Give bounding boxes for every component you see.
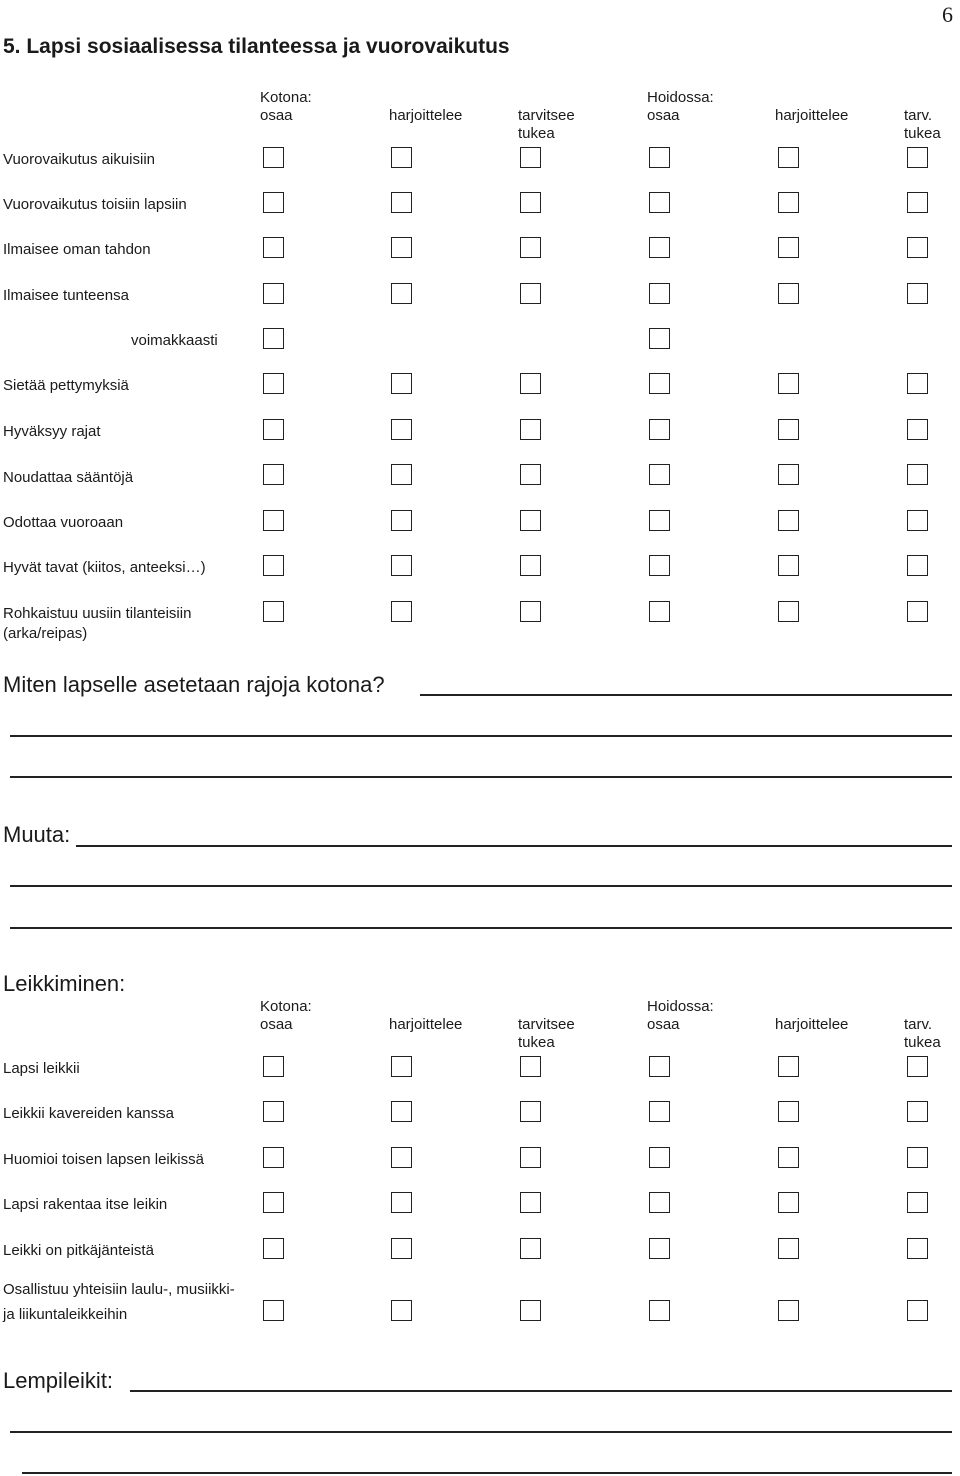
checkbox-hyvat-tavat-daycare-osaa[interactable]: [649, 555, 670, 576]
checkbox-ilmaisee-tahdon-home-harjoittelee[interactable]: [391, 237, 412, 258]
checkbox-rohkaistuu-daycare-tarv-tukea[interactable]: [907, 601, 928, 622]
checkbox-ilmaisee-tunteensa-home-tarvitsee-tukea[interactable]: [520, 283, 541, 304]
header-daycare-tarv: tarv.: [904, 107, 933, 124]
checkbox-hyvaksyy-rajat-home-osaa[interactable]: [263, 419, 284, 440]
checkbox-pitkajanteista-daycare-osaa[interactable]: [649, 1238, 670, 1259]
checkbox-vuorovaikutus-aikuisiin-daycare-osaa[interactable]: [649, 147, 670, 168]
checkbox-hyvaksyy-rajat-home-tarvitsee-tukea[interactable]: [520, 419, 541, 440]
row-label-osallistuu-line2: ja liikuntaleikkeihin: [3, 1306, 128, 1323]
checkbox-osallistuu-home-osaa[interactable]: [263, 1300, 284, 1321]
answer-favorite-games-line-3[interactable]: [22, 1472, 952, 1474]
checkbox-osallistuu-home-harjoittelee[interactable]: [391, 1300, 412, 1321]
header-daycare-tarv: tarv.: [904, 1016, 933, 1033]
checkbox-odottaa-vuoroaan-daycare-harjoittelee[interactable]: [778, 510, 799, 531]
checkbox-pitkajanteista-daycare-harjoittelee[interactable]: [778, 1238, 799, 1259]
checkbox-huomioi-toisen-home-osaa[interactable]: [263, 1147, 284, 1168]
header-daycare-osaa: osaa: [647, 107, 680, 124]
checkbox-vuorovaikutus-aikuisiin-home-harjoittelee[interactable]: [391, 147, 412, 168]
row-label-hyvat-tavat: Hyvät tavat (kiitos, anteeksi…): [3, 559, 206, 576]
checkbox-lapsi-leikkii-daycare-tarv-tukea[interactable]: [907, 1056, 928, 1077]
checkbox-odottaa-vuoroaan-home-osaa[interactable]: [263, 510, 284, 531]
checkbox-hyvat-tavat-home-harjoittelee[interactable]: [391, 555, 412, 576]
checkbox-hyvat-tavat-daycare-harjoittelee[interactable]: [778, 555, 799, 576]
header-home-harjoittelee: harjoittelee: [389, 1016, 463, 1033]
checkbox-vuorovaikutus-lapsiin-daycare-tarv-tukea[interactable]: [907, 192, 928, 213]
checkbox-vuorovaikutus-aikuisiin-home-tarvitsee-tukea[interactable]: [520, 147, 541, 168]
checkbox-hyvaksyy-rajat-home-harjoittelee[interactable]: [391, 419, 412, 440]
checkbox-sietaa-pettymyksia-home-osaa[interactable]: [263, 373, 284, 394]
row-label-vuorovaikutus-lapsiin: Vuorovaikutus toisiin lapsiin: [3, 196, 187, 213]
checkbox-vuorovaikutus-lapsiin-home-osaa[interactable]: [263, 192, 284, 213]
checkbox-odottaa-vuoroaan-daycare-osaa[interactable]: [649, 510, 670, 531]
checkbox-osallistuu-home-tarvitsee-tukea[interactable]: [520, 1300, 541, 1321]
checkbox-lapsi-leikkii-daycare-harjoittelee[interactable]: [778, 1056, 799, 1077]
checkbox-noudattaa-saantoja-home-tarvitsee-tukea[interactable]: [520, 464, 541, 485]
checkbox-noudattaa-saantoja-daycare-harjoittelee[interactable]: [778, 464, 799, 485]
checkbox-huomioi-toisen-daycare-harjoittelee[interactable]: [778, 1147, 799, 1168]
row-label-voimakkaasti: voimakkaasti: [131, 332, 218, 349]
row-label-lapsi-leikkii: Lapsi leikkii: [3, 1060, 80, 1077]
header-home-tukea: tukea: [518, 1034, 555, 1051]
checkbox-sietaa-pettymyksia-daycare-harjoittelee[interactable]: [778, 373, 799, 394]
header-home-harjoittelee: harjoittelee: [389, 107, 463, 124]
header-home-tarvitsee: tarvitsee: [518, 107, 575, 124]
checkbox-hyvaksyy-rajat-daycare-harjoittelee[interactable]: [778, 419, 799, 440]
answer-other-line-3[interactable]: [10, 927, 952, 929]
checkbox-hyvat-tavat-home-osaa[interactable]: [263, 555, 284, 576]
row-label-noudattaa-saantoja: Noudattaa sääntöjä: [3, 469, 134, 486]
page-number: 6: [942, 2, 953, 27]
answer-favorite-games-line-2[interactable]: [10, 1431, 952, 1433]
checkbox-vuorovaikutus-lapsiin-home-tarvitsee-tukea[interactable]: [520, 192, 541, 213]
checkbox-ilmaisee-tunteensa-daycare-harjoittelee[interactable]: [778, 283, 799, 304]
checkbox-vuorovaikutus-aikuisiin-daycare-tarv-tukea[interactable]: [907, 147, 928, 168]
checkbox-sietaa-pettymyksia-home-harjoittelee[interactable]: [391, 373, 412, 394]
checkbox-lapsi-leikkii-home-osaa[interactable]: [263, 1056, 284, 1077]
checkbox-rakentaa-leikin-home-tarvitsee-tukea[interactable]: [520, 1192, 541, 1213]
row-label-ilmaisee-tunteensa: Ilmaisee tunteensa: [3, 287, 129, 304]
answer-other-line-1[interactable]: [76, 845, 952, 847]
checkbox-pitkajanteista-home-osaa[interactable]: [263, 1238, 284, 1259]
checkbox-huomioi-toisen-daycare-tarv-tukea[interactable]: [907, 1147, 928, 1168]
checkbox-leikkii-kavereiden-home-harjoittelee[interactable]: [391, 1101, 412, 1122]
checkbox-ilmaisee-tahdon-daycare-tarv-tukea[interactable]: [907, 237, 928, 258]
checkbox-noudattaa-saantoja-daycare-tarv-tukea[interactable]: [907, 464, 928, 485]
header-daycare-osaa: osaa: [647, 1016, 680, 1033]
answer-limits-line-1[interactable]: [420, 694, 952, 696]
checkbox-ilmaisee-tahdon-home-osaa[interactable]: [263, 237, 284, 258]
daycare-group-header: Hoidossa:: [647, 89, 714, 106]
daycare-group-header: Hoidossa:: [647, 998, 714, 1015]
checkbox-osallistuu-daycare-harjoittelee[interactable]: [778, 1300, 799, 1321]
checkbox-lapsi-leikkii-daycare-osaa[interactable]: [649, 1056, 670, 1077]
row-label-rohkaistuu: Rohkaistuu uusiin tilanteisiin: [3, 605, 192, 622]
checkbox-hyvaksyy-rajat-daycare-tarv-tukea[interactable]: [907, 419, 928, 440]
header-home-osaa: osaa: [260, 1016, 293, 1033]
checkbox-sietaa-pettymyksia-home-tarvitsee-tukea[interactable]: [520, 373, 541, 394]
row-label-huomioi-toisen: Huomioi toisen lapsen leikissä: [3, 1151, 204, 1168]
checkbox-osallistuu-daycare-tarv-tukea[interactable]: [907, 1300, 928, 1321]
checkbox-voimakkaasti-daycare-osaa[interactable]: [649, 328, 670, 349]
play-section-title: Leikkiminen:: [3, 971, 126, 996]
checkbox-odottaa-vuoroaan-daycare-tarv-tukea[interactable]: [907, 510, 928, 531]
header-home-tarvitsee: tarvitsee: [518, 1016, 575, 1033]
checkbox-leikkii-kavereiden-home-tarvitsee-tukea[interactable]: [520, 1101, 541, 1122]
checkbox-rohkaistuu-home-harjoittelee[interactable]: [391, 601, 412, 622]
question-other-label: Muuta:: [3, 822, 71, 847]
checkbox-rakentaa-leikin-daycare-tarv-tukea[interactable]: [907, 1192, 928, 1213]
checkbox-pitkajanteista-daycare-tarv-tukea[interactable]: [907, 1238, 928, 1259]
checkbox-osallistuu-daycare-osaa[interactable]: [649, 1300, 670, 1321]
answer-other-line-2[interactable]: [10, 885, 952, 887]
header-daycare-harjoittelee: harjoittelee: [775, 1016, 849, 1033]
checkbox-ilmaisee-tahdon-home-tarvitsee-tukea[interactable]: [520, 237, 541, 258]
checkbox-hyvat-tavat-daycare-tarv-tukea[interactable]: [907, 555, 928, 576]
row-label-hyvaksyy-rajat: Hyväksyy rajat: [3, 423, 101, 440]
checkbox-vuorovaikutus-lapsiin-daycare-harjoittelee[interactable]: [778, 192, 799, 213]
home-group-header: Kotona:: [260, 998, 312, 1015]
checkbox-odottaa-vuoroaan-home-harjoittelee[interactable]: [391, 510, 412, 531]
checkbox-sietaa-pettymyksia-daycare-osaa[interactable]: [649, 373, 670, 394]
checkbox-lapsi-leikkii-home-tarvitsee-tukea[interactable]: [520, 1056, 541, 1077]
checkbox-rohkaistuu-home-tarvitsee-tukea[interactable]: [520, 601, 541, 622]
header-daycare-harjoittelee: harjoittelee: [775, 107, 849, 124]
checkbox-noudattaa-saantoja-daycare-osaa[interactable]: [649, 464, 670, 485]
checkbox-noudattaa-saantoja-home-harjoittelee[interactable]: [391, 464, 412, 485]
checkbox-hyvat-tavat-home-tarvitsee-tukea[interactable]: [520, 555, 541, 576]
row-label-rakentaa-leikin: Lapsi rakentaa itse leikin: [3, 1196, 168, 1213]
checkbox-rohkaistuu-daycare-harjoittelee[interactable]: [778, 601, 799, 622]
header-daycare-tukea: tukea: [904, 125, 941, 142]
checkbox-vuorovaikutus-aikuisiin-home-osaa[interactable]: [263, 147, 284, 168]
header-home-osaa: osaa: [260, 107, 293, 124]
row-label-ilmaisee-tahdon: Ilmaisee oman tahdon: [3, 241, 151, 258]
checkbox-sietaa-pettymyksia-daycare-tarv-tukea[interactable]: [907, 373, 928, 394]
checkbox-leikkii-kavereiden-daycare-harjoittelee[interactable]: [778, 1101, 799, 1122]
question-limits-label: Miten lapselle asetetaan rajoja kotona?: [3, 672, 385, 697]
checkbox-huomioi-toisen-home-tarvitsee-tukea[interactable]: [520, 1147, 541, 1168]
row-label-osallistuu-line1: Osallistuu yhteisiin laulu-, musiikki-: [3, 1281, 235, 1298]
row-label-vuorovaikutus-aikuisiin: Vuorovaikutus aikuisiin: [3, 151, 156, 168]
row-label-pitkajanteista: Leikki on pitkäjänteistä: [3, 1242, 154, 1259]
checkbox-voimakkaasti-home-osaa[interactable]: [263, 328, 284, 349]
home-group-header: Kotona:: [260, 89, 312, 106]
checkbox-leikkii-kavereiden-daycare-osaa[interactable]: [649, 1101, 670, 1122]
row-label-arka-reipas: (arka/reipas): [3, 625, 88, 642]
row-label-odottaa-vuoroaan: Odottaa vuoroaan: [3, 514, 124, 531]
checkbox-vuorovaikutus-aikuisiin-daycare-harjoittelee[interactable]: [778, 147, 799, 168]
checkbox-huomioi-toisen-home-harjoittelee[interactable]: [391, 1147, 412, 1168]
header-daycare-tukea: tukea: [904, 1034, 941, 1051]
checkbox-huomioi-toisen-daycare-osaa[interactable]: [649, 1147, 670, 1168]
header-home-tukea: tukea: [518, 125, 555, 142]
checkbox-odottaa-vuoroaan-home-tarvitsee-tukea[interactable]: [520, 510, 541, 531]
checkbox-rakentaa-leikin-home-harjoittelee[interactable]: [391, 1192, 412, 1213]
row-label-sietaa-pettymyksia: Sietää pettymyksiä: [3, 377, 129, 394]
checkbox-vuorovaikutus-lapsiin-home-harjoittelee[interactable]: [391, 192, 412, 213]
checkbox-lapsi-leikkii-home-harjoittelee[interactable]: [391, 1056, 412, 1077]
checkbox-ilmaisee-tunteensa-daycare-osaa[interactable]: [649, 283, 670, 304]
checkbox-vuorovaikutus-lapsiin-daycare-osaa[interactable]: [649, 192, 670, 213]
checkbox-rakentaa-leikin-daycare-harjoittelee[interactable]: [778, 1192, 799, 1213]
checkbox-ilmaisee-tahdon-daycare-osaa[interactable]: [649, 237, 670, 258]
checkbox-rakentaa-leikin-home-osaa[interactable]: [263, 1192, 284, 1213]
checkbox-ilmaisee-tahdon-daycare-harjoittelee[interactable]: [778, 237, 799, 258]
checkbox-leikkii-kavereiden-home-osaa[interactable]: [263, 1101, 284, 1122]
checkbox-ilmaisee-tunteensa-daycare-tarv-tukea[interactable]: [907, 283, 928, 304]
answer-limits-line-3[interactable]: [10, 776, 952, 778]
checkbox-ilmaisee-tunteensa-home-harjoittelee[interactable]: [391, 283, 412, 304]
answer-favorite-games-line-1[interactable]: [130, 1390, 952, 1392]
checkbox-pitkajanteista-home-harjoittelee[interactable]: [391, 1238, 412, 1259]
checkbox-pitkajanteista-home-tarvitsee-tukea[interactable]: [520, 1238, 541, 1259]
checkbox-noudattaa-saantoja-home-osaa[interactable]: [263, 464, 284, 485]
checkbox-ilmaisee-tunteensa-home-osaa[interactable]: [263, 283, 284, 304]
answer-limits-line-2[interactable]: [10, 735, 952, 737]
checkbox-leikkii-kavereiden-daycare-tarv-tukea[interactable]: [907, 1101, 928, 1122]
question-favorite-games-label: Lempileikit:: [3, 1368, 114, 1393]
checkbox-rakentaa-leikin-daycare-osaa[interactable]: [649, 1192, 670, 1213]
row-label-leikkii-kavereiden: Leikkii kavereiden kanssa: [3, 1105, 174, 1122]
checkbox-hyvaksyy-rajat-daycare-osaa[interactable]: [649, 419, 670, 440]
checkbox-rohkaistuu-daycare-osaa[interactable]: [649, 601, 670, 622]
section-title: 5. Lapsi sosiaalisessa tilanteessa ja vuorovaikutus: [3, 35, 510, 58]
checkbox-rohkaistuu-home-osaa[interactable]: [263, 601, 284, 622]
